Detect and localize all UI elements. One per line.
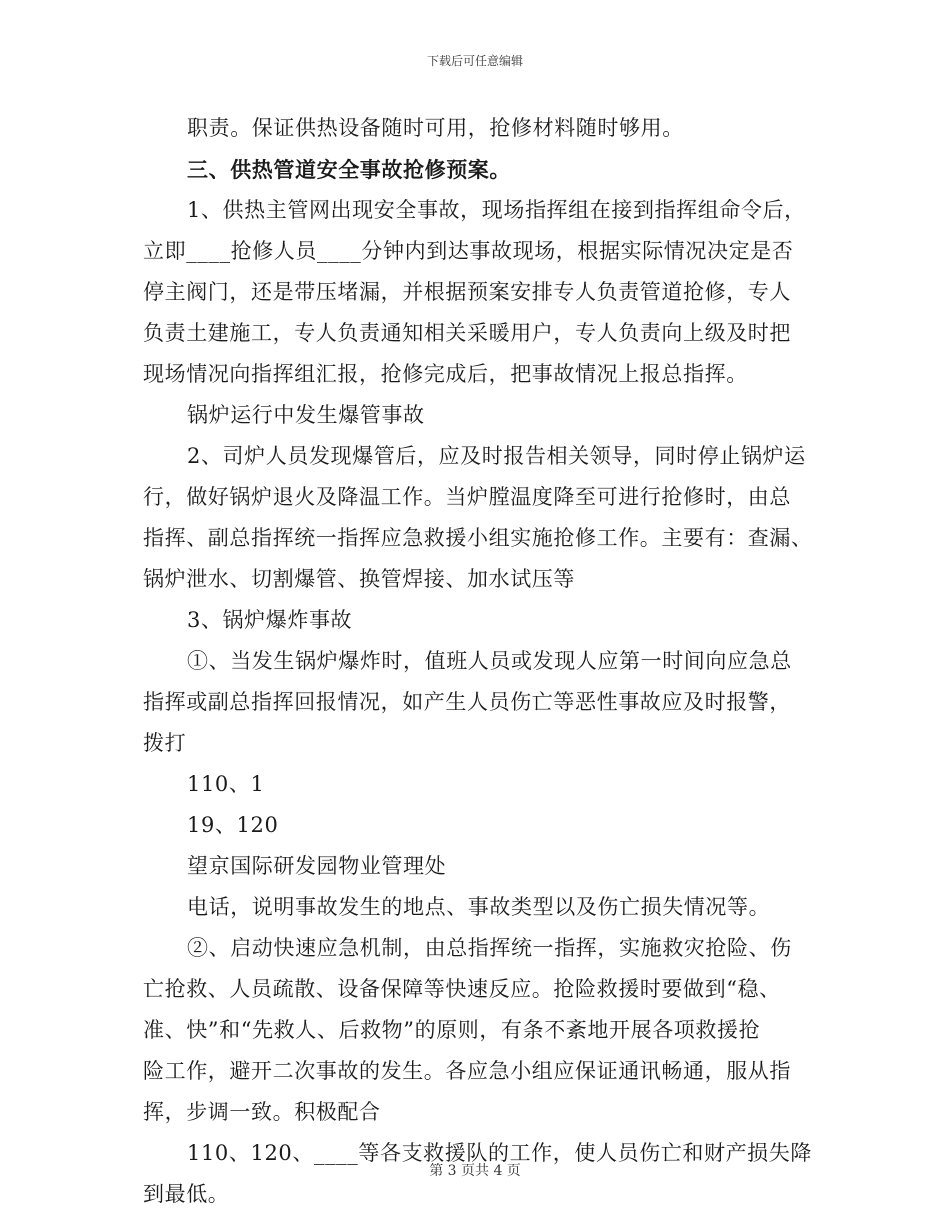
paragraph-line: 指挥或副总指挥回报情况，如产生人员伤亡等恶性事故应及时报警， bbox=[143, 690, 791, 714]
paragraph-line: 110、1 bbox=[187, 772, 265, 796]
paragraph-line: 1、供热主管网出现安全事故，现场指挥组在接到指挥组命令后， bbox=[187, 198, 806, 222]
paragraph-line: 立即____抢修人员____分钟内到达事故现场，根据实际情况决定是否 bbox=[143, 239, 794, 263]
paragraph-line: 19、120 bbox=[187, 813, 279, 837]
section-heading: 三、供热管道安全事故抢修预案。 bbox=[187, 157, 511, 182]
paragraph-line: 险工作，避开二次事故的发生。各应急小组应保证通讯畅通，服从指 bbox=[143, 1059, 791, 1083]
paragraph-line: 拨打 bbox=[143, 731, 187, 755]
page-footer: 第 3 页共 4 页 bbox=[429, 1163, 521, 1179]
paragraph-line: 负责土建施工，专人负责通知相关采暖用户，专人负责向上级及时把 bbox=[143, 321, 791, 345]
paragraph-line: 望京国际研发园物业管理处 bbox=[187, 854, 447, 878]
paragraph-line: 现场情况向指挥组汇报，抢修完成后，把事故情况上报总指挥。 bbox=[143, 362, 748, 386]
paragraph-line: 110、120、____等各支救援队的工作，使人员伤亡和财产损失降 bbox=[187, 1141, 812, 1165]
page-header: 下载后可任意编辑 bbox=[426, 54, 523, 68]
paragraph-line: 行，做好锅炉退火及降温工作。当炉膛温度降至可进行抢修时，由总 bbox=[143, 485, 791, 509]
paragraph-line: ①、当发生锅炉爆炸时，值班人员或发现人应第一时间向应急总 bbox=[187, 649, 792, 673]
paragraph-line: ②、启动快速应急机制，由总指挥统一指挥，实施救灾抢险、伤 bbox=[187, 936, 792, 960]
document-body bbox=[143, 108, 813, 1215]
paragraph-line: 挥，步调一致。积极配合 bbox=[143, 1100, 381, 1124]
paragraph-line: 职责。保证供热设备随时可用，抢修材料随时够用。 bbox=[187, 116, 684, 140]
paragraph-line: 停主阀门，还是带压堵漏，并根据预案安排专人负责管道抢修，专人 bbox=[143, 280, 791, 304]
paragraph-line: 准、快”和“先救人、后救物”的原则，有条不紊地开展各项救援抢 bbox=[143, 1018, 761, 1042]
paragraph-line: 3、锅炉爆炸事故 bbox=[187, 608, 353, 632]
paragraph-line: 2、司炉人员发现爆管后，应及时报告相关领导，同时停止锅炉运 bbox=[187, 444, 806, 468]
paragraph-line: 到最低。 bbox=[143, 1182, 230, 1206]
paragraph-line: 电话，说明事故发生的地点、事故类型以及伤亡损失情况等。 bbox=[187, 895, 771, 919]
paragraph-line: 指挥、副总指挥统一指挥应急救援小组实施抢修工作。主要有：查漏、 bbox=[143, 526, 813, 550]
paragraph-line: 亡抢救、人员疏散、设备保障等快速反应。抢险救援时要做到“稳、 bbox=[143, 977, 781, 1001]
paragraph-line: 锅炉泄水、切割爆管、换管焊接、加水试压等 bbox=[143, 567, 575, 591]
paragraph-line: 锅炉运行中发生爆管事故 bbox=[187, 403, 425, 427]
